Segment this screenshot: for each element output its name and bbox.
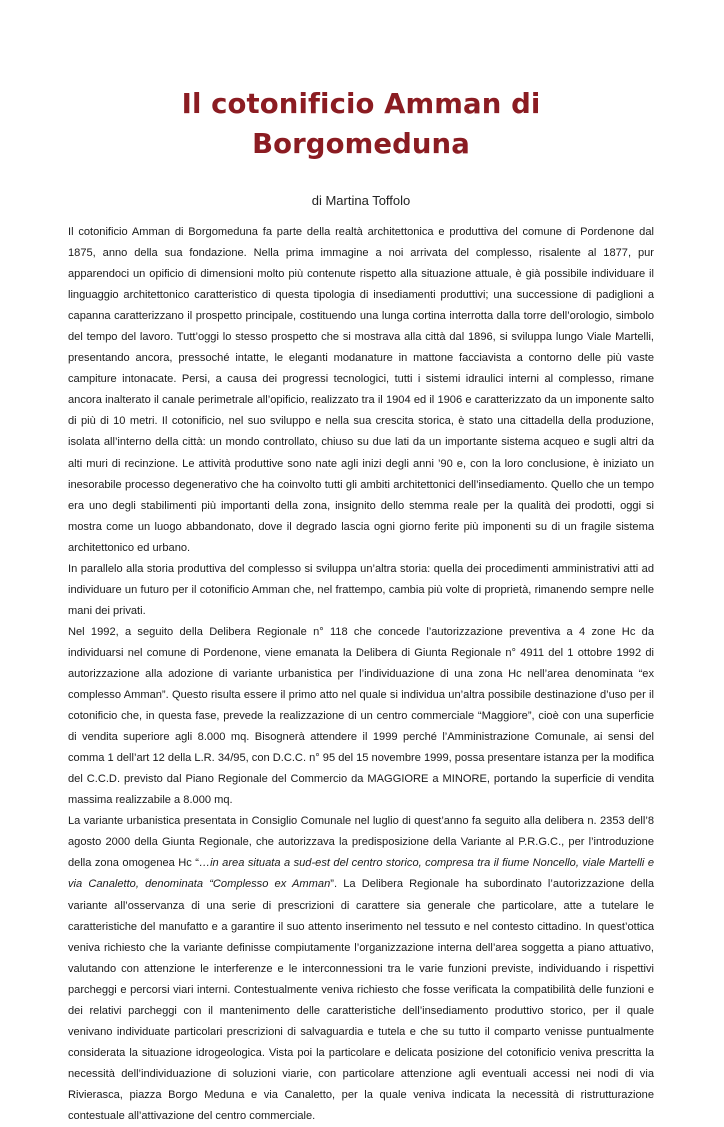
paragraph-3: Nel 1992, a seguito della Delibera Regionale n° 118 che concede l’autorizzazione preventiva a 4 zone Hc da individuarsi nel comune di Pordenone, viene emanata la Delibera di Giunta Regionale n° 4911 del 1 ottobre 1992 di autorizzazione alla adozione di variante urbanistica per l’individuazione di una zona Hc nell’area denominata “ex complesso Amman”. Questo risulta essere il primo atto nel quale si individua un’altra possibile destinazione d’uso per il cotonificio che, in questa fase, prevede la realizzazione di un centro commerciale “Maggiore”, cioè con una superficie di vendita superiore agli 8.000 mq. Bisognerà attendere il 1999 perché l’Amministrazione Comunale, ai sensi del comma 1 dell’art 12 della L.R. 34/95, con D.C.C. n° 95 del 15 novembre 1999, possa presentare istanza per la modifica del C.C.D. previsto dal Piano Regionale del Commercio da MAGGIORE a MINORE, portando la superficie di vendita massima realizzabile a 8.000 mq. (68, 625, 654, 807)
paragraph-4-intro: La variante urbanistica presentata in Consiglio Comunale nel luglio di quest’anno fa seguito alla delibera n. 2353 dell’8 agosto 2000 della Giunta Regionale, che autorizzava la predisposizione della Variante al P.R.G.C., per l’introduzione della zona omogenea Hc “ (68, 815, 654, 870)
document-body (68, 222, 654, 1127)
paragraph-1: Il cotonificio Amman di Borgomeduna fa parte della realtà architettonica e produttiva del comune di Pordenone dal 1875, anno della sua fondazione. Nella prima immagine a noi arrivata del complesso, risalente al 1877, pur apparendoci un opificio di dimensioni molto più contenute rispetto alla situazione attuale, è già possibile individuare il linguaggio architettonico caratteristico di questa tipologia di insediamenti produttivi; una successione di padiglioni a capanna caratterizzano il prospetto principale, costituendo una lunga cortina interrotta dalla torre dell’orologio, simbolo del tempo del lavoro. Tutt’oggi lo stesso prospetto che si mostrava alla città dal 1896, si sviluppa lungo Viale Martelli, presentando ancora, pressoché intatte, le eleganti modanature in mattone facciavista a contorno delle più vaste campiture intonacate. Persi, a causa dei progressi tecnologici, tutti i sistemi idraulici interni al complesso, rimane ancora inalterato il canale perimetrale all’opificio, realizzato tra il 1904 ed il 1906 e caratterizzato da un imponente salto di più di 10 metri. Il cotonificio, nel suo sviluppo e nella sua crescita storica, è stato una cittadella della produzione, isolata all’interno della città: un mondo controllato, chiuso su due lati da un importante sistema acqueo e sugli altri da alti muri di recinzione. Le attività produttive sono nate agli inizi degli anni ’90 e, con la loro conclusione, è iniziato un inesorabile processo degenerativo che ha coinvolto tutti gli ambiti architettonici dell’insediamento. Quello che un tempo era uno degli stabilimenti più importanti della zona, insignito dello stemma reale per la qualità dei prodotti, oggi si mostra come un luogo abbandonato, dove il degrado lascia ogni giorno ferite più imponenti su di un fragile sistema architettonico ed urbano. (68, 226, 654, 554)
document-title: Il cotonificio Amman di Borgomeduna (181, 88, 541, 160)
paragraph-2: In parallelo alla storia produttiva del complesso si sviluppa un’altra storia: quella dei procedimenti amministrativi atti ad individuare un futuro per il cotonificio Amman che, nel frattempo, cambia più volte di proprietà, rimanendo sempre nelle mani dei privati. (68, 562, 654, 617)
paragraph-4-rest: ”. La Delibera Regionale ha subordinato l’autorizzazione della variante all’osservanza di una serie di prescrizioni di carattere sia generale che particolare, atte a tutelare le caratteristiche del manufatto e a garantire il suo attento inserimento nel tessuto e nel contesto cittadino. In quest’ottica veniva richiesto che la variante definisse compiutamente l’organizzazione interna dell’area soggetta a piano attuativo, valutando con attenzione le interferenze e le interconnessioni tra le varie funzioni previste, individuando i rispettivi parcheggi e percorsi viari interni. Contestualmente veniva richiesto che fosse verificata la compatibilità delle funzioni e dei relativi parcheggi con il mantenimento delle caratteristiche dell’insediamento produttivo storico, per il quale venivano individuate particolari prescrizioni di salvaguardia e tutela e che su tutto il comparto venisse puntualmente considerata la situazione idrogeologica. Vista poi la particolare e delicata posizione del cotonificio veniva prescritta la necessità dell’individuazione di soluzioni viarie, con particolare attenzione agli eventuali accessi nei nodi di via Rivierasca, piazza Borgo Meduna e via Canaletto, per la quale veniva indicata la necessità di ristrutturazione contestuale all’attivazione del centro commerciale. (68, 878, 654, 1122)
document-author: di Martina Toffolo (311, 193, 411, 208)
paragraph-4 (68, 811, 654, 1127)
paragraph-4-quotation: …in area situata a sud-est del centro storico, compresa tra il fiume Noncello, viale Martelli e via Canaletto, denominata “Complesso ex Amman (68, 857, 654, 891)
